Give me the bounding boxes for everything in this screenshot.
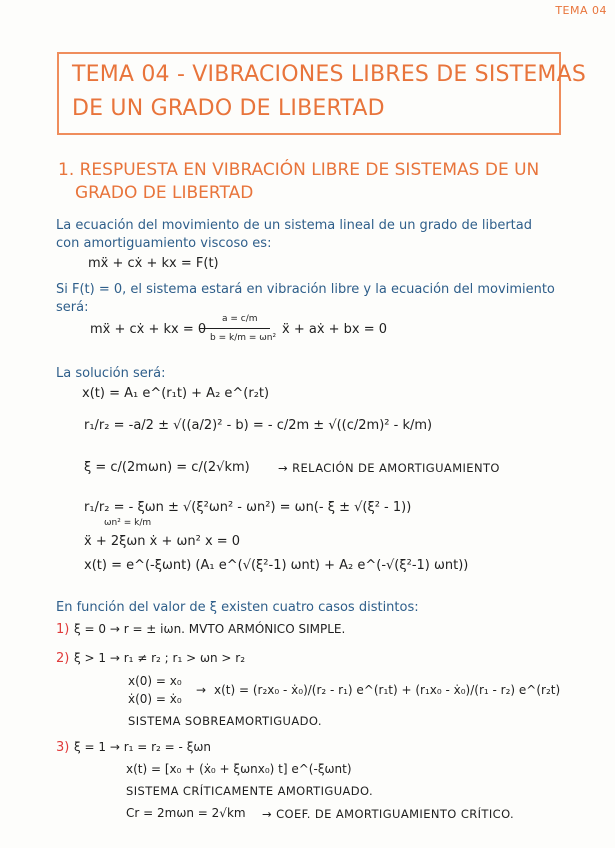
intro-line-2: con amortiguamiento viscoso es: bbox=[56, 236, 272, 251]
solution-label: La solución será: bbox=[56, 366, 166, 381]
equation-free-left: mẍ + cẋ + kx = 0 bbox=[90, 322, 207, 337]
section-heading-line-2: GRADO DE LIBERTAD bbox=[75, 183, 254, 203]
intro-line-1: La ecuación del movimiento de un sistema lineal de un grado de libertad bbox=[56, 218, 532, 233]
case-1-text: ξ = 0 → r = ± iωn. MVTO ARMÓNICO SIMPLE. bbox=[74, 622, 346, 636]
free-vibration-line-1: Si F(t) = 0, el sistema estará en vibración libre y la ecuación del movimiento bbox=[56, 282, 555, 297]
case-3-solution: x(t) = [x₀ + (ẋ₀ + ξωnx₀) t] e^(-ξωnt) bbox=[126, 762, 352, 776]
cases-intro: En función del valor de ξ existen cuatro casos distintos: bbox=[56, 600, 419, 615]
case-1-number: 1) bbox=[56, 622, 70, 637]
normalized-equation: ẍ + 2ξωn ẋ + ωn² x = 0 bbox=[84, 534, 241, 549]
page-title-line-2: DE UN GRADO DE LIBERTAD bbox=[72, 96, 385, 121]
page-tag: TEMA 04 bbox=[555, 4, 607, 17]
substitution-b: b = k/m = ωn² bbox=[210, 333, 277, 343]
case-2-initial-condition-2: ẋ(0) = ẋ₀ bbox=[128, 692, 182, 706]
case-2-label: SISTEMA SOBREAMORTIGUADO. bbox=[128, 714, 322, 728]
solution-x: x(t) = A₁ e^(r₁t) + A₂ e^(r₂t) bbox=[82, 386, 270, 401]
substitution-a: a = c/m bbox=[222, 314, 258, 324]
equation-motion: mẍ + cẋ + kx = F(t) bbox=[88, 256, 219, 271]
roots-equation-2: r₁/r₂ = - ξωn ± √(ξ²ωn² - ωn²) = ωn(- ξ ± √(ξ² - 1)) bbox=[84, 500, 412, 515]
case-2-arrow: → bbox=[196, 683, 207, 697]
case-2-solution: x(t) = (r₂x₀ - ẋ₀)/(r₂ - r₁) e^(r₁t) + (r₁x₀ - ẋ₀)/(r₁ - r₂) e^(r₂t) bbox=[214, 683, 561, 697]
roots-note: ωn² = k/m bbox=[104, 518, 152, 528]
free-vibration-line-2: será: bbox=[56, 300, 89, 315]
case-2-initial-condition-1: x(0) = x₀ bbox=[128, 674, 182, 688]
critical-damping-label: → COEF. DE AMORTIGUAMIENTO CRÍTICO. bbox=[262, 807, 515, 821]
case-3-text: ξ = 1 → r₁ = r₂ = - ξωn bbox=[74, 740, 212, 754]
substitution-arrow bbox=[200, 328, 270, 329]
case-2-number: 2) bbox=[56, 651, 70, 666]
case-2-text: ξ > 1 → r₁ ≠ r₂ ; r₁ > ωn > r₂ bbox=[74, 651, 246, 665]
damping-ratio-definition: ξ = c/(2mωn) = c/(2√km) bbox=[84, 460, 250, 475]
equation-free-right: ẍ + aẋ + bx = 0 bbox=[282, 322, 388, 337]
damping-ratio-label: → RELACIÓN DE AMORTIGUAMIENTO bbox=[278, 461, 500, 475]
case-3-label: SISTEMA CRÍTICAMENTE AMORTIGUADO. bbox=[126, 784, 374, 798]
page-title-line-1: TEMA 04 - VIBRACIONES LIBRES DE SISTEMAS bbox=[72, 62, 587, 87]
case-3-number: 3) bbox=[56, 740, 70, 755]
roots-equation-1: r₁/r₂ = -a/2 ± √((a/2)² - b) = - c/2m ± √((c/2m)² - k/m) bbox=[84, 418, 433, 433]
critical-damping-equation: Cr = 2mωn = 2√km bbox=[126, 806, 246, 820]
general-solution: x(t) = e^(-ξωnt) (A₁ e^(√(ξ²-1) ωnt) + A₂ e^(-√(ξ²-1) ωnt)) bbox=[84, 558, 469, 573]
section-heading-line-1: 1. RESPUESTA EN VIBRACIÓN LIBRE DE SISTEMAS DE UN bbox=[58, 160, 540, 180]
